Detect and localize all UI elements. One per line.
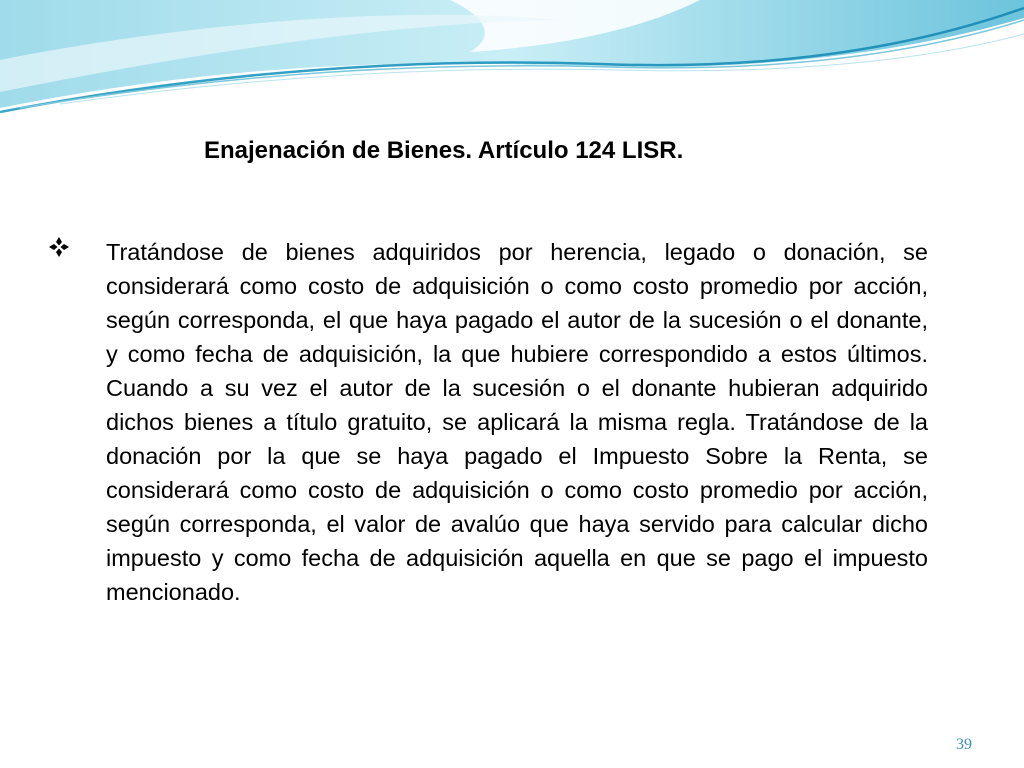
diamond-quad-bullet-icon xyxy=(48,236,70,258)
slide-body-paragraph: Tratándose de bienes adquiridos por herencia, legado o donación, se considerará como costo de adquisición o como costo promedio por acción, según corresponda, el que haya pagado el autor de la sucesión o el donante, y como fecha de adquisición, la que hubiere correspondido a estos últimos. Cuando a su vez el autor de la sucesión o el donante hubieran adquirido dichos bienes a título gratuito, se aplicará la misma regla. Tratándose de la donación por la que se haya pagado el Impuesto Sobre la Renta, se considerará como costo de adquisición o como costo promedio por acción, según corresponda, el valor de avalúo que haya servido para calcular dicho impuesto y como fecha de adquisición aquella en que se pago el impuesto mencionado. xyxy=(106,239,928,605)
header-wave-decoration xyxy=(0,0,1024,130)
slide-page-number: 39 xyxy=(956,736,972,753)
slide-title: Enajenación de Bienes. Artículo 124 LISR. xyxy=(204,137,684,164)
